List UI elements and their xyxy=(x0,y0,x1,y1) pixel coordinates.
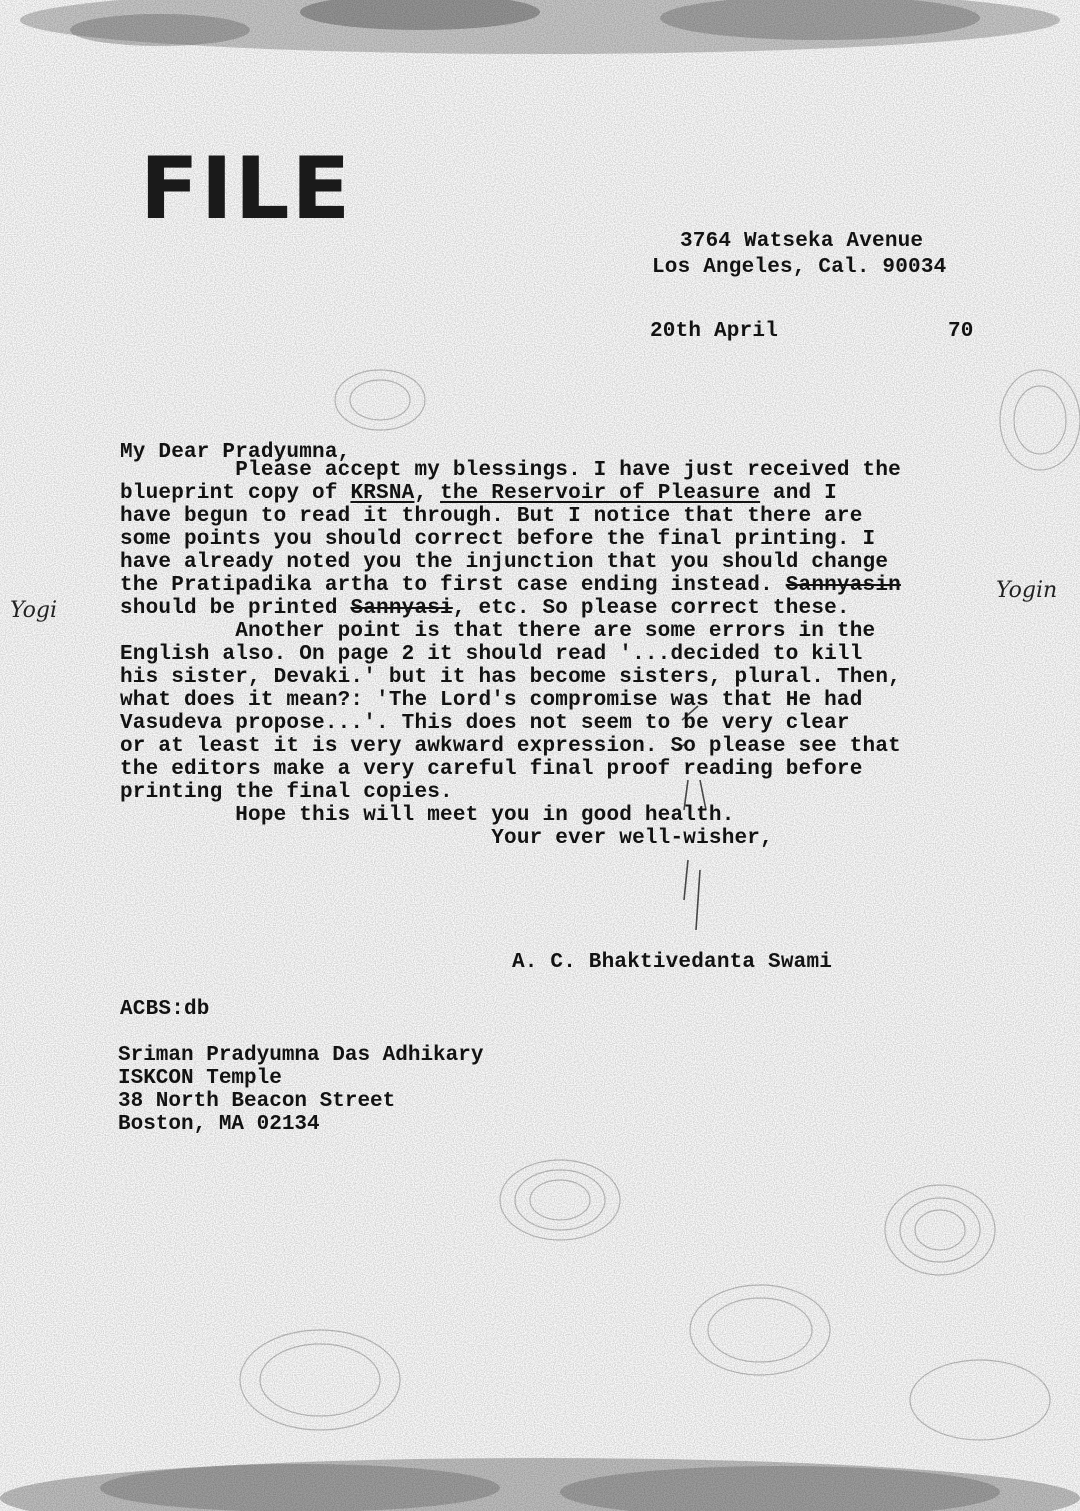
typist-initials: ACBS:db xyxy=(120,998,210,1021)
body-line: have begun to read it through. But I notice that there are xyxy=(120,505,863,528)
recipient-address xyxy=(118,1044,483,1136)
letter-date: 20th April xyxy=(650,320,779,343)
body-line: Please accept my blessings. I have just received the xyxy=(120,459,901,482)
body-line: the editors make a very careful final proof reading before xyxy=(120,758,863,781)
body-line: printing the final copies. xyxy=(120,781,453,804)
file-stamp: FILE xyxy=(140,139,353,239)
body-line: English also. On page 2 it should read '...decided to kill xyxy=(120,643,863,666)
recipient-city: Boston, MA 02134 xyxy=(118,1113,320,1136)
struck-word: Sannyasi xyxy=(350,597,453,620)
book-subtitle: the Reservoir of Pleasure xyxy=(440,482,761,505)
body-line: the Pratipadika artha to first case ending instead. Sannyasin xyxy=(120,574,901,597)
body-line: have already noted you the injunction that you should change xyxy=(120,551,889,574)
body-line: Another point is that there are some errors in the xyxy=(120,620,876,643)
letter-year: 70 xyxy=(948,320,974,343)
sender-address-line2: Los Angeles, Cal. 90034 xyxy=(652,256,947,279)
letter-body xyxy=(120,459,901,850)
sender-address-line1: 3764 Watseka Avenue xyxy=(680,230,924,253)
signature-name: A. C. Bhaktivedanta Swami xyxy=(512,951,833,974)
struck-word: Sannyasin xyxy=(785,574,901,597)
body-line: Vasudeva propose...'. This does not seem to be very clear xyxy=(120,712,850,735)
body-line: blueprint copy of KRSNA, the Reservoir of Pleasure and I xyxy=(120,482,837,505)
body-line: Hope this will meet you in good health. xyxy=(120,804,735,827)
closing: Your ever well-wisher, xyxy=(120,827,773,850)
body-line: should be printed Sannyasi, etc. So please correct these. xyxy=(120,597,850,620)
salutation: My Dear Pradyumna, xyxy=(120,441,351,464)
body-line: or at least it is very awkward expression. So please see that xyxy=(120,735,901,758)
body-line: some points you should correct before the final printing. I xyxy=(120,528,876,551)
body-line: what does it mean?: 'The Lord's compromise was that He had xyxy=(120,689,863,712)
book-title-krsna: KRSNA xyxy=(350,482,415,505)
handwritten-note-right: Yogin xyxy=(996,578,1058,603)
recipient-org: ISKCON Temple xyxy=(118,1067,282,1090)
recipient-street: 38 North Beacon Street xyxy=(118,1090,396,1113)
body-line: his sister, Devaki.' but it has become sisters, plural. Then, xyxy=(120,666,901,689)
recipient-name: Sriman Pradyumna Das Adhikary xyxy=(118,1044,484,1067)
handwritten-note-left: Yogi xyxy=(10,598,57,623)
